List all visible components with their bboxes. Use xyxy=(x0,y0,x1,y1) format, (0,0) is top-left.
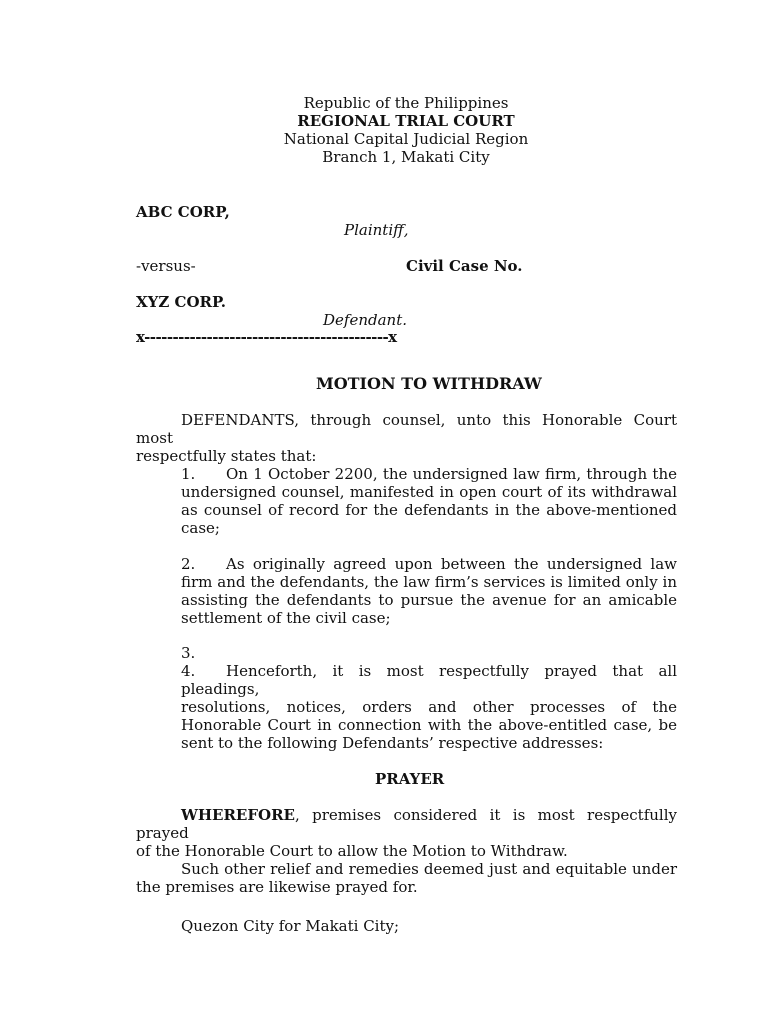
item-first-line xyxy=(181,644,677,662)
item-body: undersigned counsel, manifested in open court of its withdrawal as counsel of record for the defendants in the above-mentioned case; xyxy=(181,483,677,537)
place-line: Quezon City for Makati City; xyxy=(181,917,400,935)
list-item xyxy=(181,644,677,662)
item-number: 2. xyxy=(181,555,196,573)
prayer-heading: PRAYER xyxy=(375,770,445,788)
wherefore-keyword: WHEREFORE xyxy=(181,806,295,824)
item-first-text: Henceforth, it is most respectfully prayed that all pleadings, xyxy=(181,662,677,698)
header-republic: Republic of the Philippines xyxy=(303,94,509,112)
wherefore-line-1 xyxy=(136,806,677,842)
header-region: National Capital Judicial Region xyxy=(283,130,529,148)
header-branch: Branch 1, Makati City xyxy=(322,148,490,166)
wherefore-line-2: of the Honorable Court to allow the Motion to Withdraw. xyxy=(136,842,568,860)
versus-label: -versus- xyxy=(136,257,196,275)
case-number-label: Civil Case No. xyxy=(406,257,523,275)
list-item xyxy=(181,465,677,537)
intro-line-1: DEFENDANTS, through counsel, unto this Honorable Court most xyxy=(136,411,677,447)
item-number: 4. xyxy=(181,662,196,680)
list-item xyxy=(181,662,677,752)
defendant-role: Defendant. xyxy=(323,311,407,329)
item-number: 1. xyxy=(181,465,196,483)
item-body: resolutions, notices, orders and other processes of the Honorable Court in connection with the above-entitled case, be sent to the following Defendants’ respective addresses: xyxy=(181,698,677,752)
list-item xyxy=(181,555,677,627)
court-header xyxy=(0,94,768,166)
item-first-line xyxy=(181,662,677,698)
plaintiff-name: ABC CORP, xyxy=(136,203,230,221)
item-first-text: As originally agreed upon between the undersigned law xyxy=(226,555,677,573)
relief-paragraph xyxy=(136,860,677,896)
header-court: REGIONAL TRIAL COURT xyxy=(297,112,515,130)
relief-line-2: the premises are likewise prayed for. xyxy=(136,878,418,896)
item-number: 3. xyxy=(181,644,196,662)
relief-line-1: Such other relief and remedies deemed just and equitable under xyxy=(181,860,677,878)
item-first-text: On 1 October 2200, the undersigned law firm, through the xyxy=(226,465,677,483)
defendant-name: XYZ CORP. xyxy=(136,293,227,311)
intro-line-2: respectfully states that: xyxy=(136,447,317,465)
item-first-line xyxy=(181,555,677,573)
motion-title: MOTION TO WITHDRAW xyxy=(316,374,542,393)
plaintiff-role: Plaintiff, xyxy=(344,221,409,239)
intro-paragraph xyxy=(136,411,677,465)
caption-divider: x-------------------------------------------x xyxy=(136,328,397,346)
item-first-line xyxy=(181,465,677,483)
item-body: firm and the defendants, the law firm’s services is limited only in assisting the defendants to pursue the avenue for an amicable settlement of the civil case; xyxy=(181,573,677,627)
wherefore-paragraph xyxy=(136,806,677,860)
wherefore-text: , premises considered it is most respectfully prayed xyxy=(136,806,677,842)
